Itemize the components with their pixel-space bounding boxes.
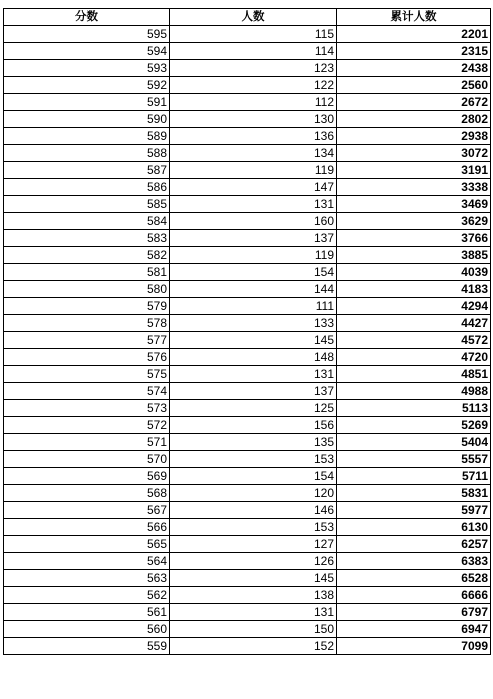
cell-score: 565 [4, 536, 170, 553]
table-row [4, 485, 491, 502]
cell-cumulative: 4720 [337, 349, 491, 366]
table-row [4, 468, 491, 485]
cell-score: 577 [4, 332, 170, 349]
cell-score: 588 [4, 145, 170, 162]
cell-count: 119 [170, 162, 337, 179]
cell-count: 127 [170, 536, 337, 553]
cell-count: 153 [170, 519, 337, 536]
table-row [4, 281, 491, 298]
cell-score: 583 [4, 230, 170, 247]
cell-count: 156 [170, 417, 337, 434]
cell-cumulative: 5269 [337, 417, 491, 434]
cell-count: 154 [170, 468, 337, 485]
cell-cumulative: 6947 [337, 621, 491, 638]
cell-cumulative: 2938 [337, 128, 491, 145]
table-row [4, 417, 491, 434]
cell-cumulative: 3766 [337, 230, 491, 247]
cell-count: 126 [170, 553, 337, 570]
cell-count: 122 [170, 77, 337, 94]
table-row [4, 570, 491, 587]
cell-score: 560 [4, 621, 170, 638]
cell-score: 584 [4, 213, 170, 230]
cell-score: 592 [4, 77, 170, 94]
table-row [4, 111, 491, 128]
cell-cumulative: 2560 [337, 77, 491, 94]
header-row [4, 9, 491, 26]
table-row [4, 366, 491, 383]
cell-count: 114 [170, 43, 337, 60]
cell-count: 134 [170, 145, 337, 162]
cell-cumulative: 6257 [337, 536, 491, 553]
table-row [4, 43, 491, 60]
table-row [4, 77, 491, 94]
table-row [4, 60, 491, 77]
cell-score: 576 [4, 349, 170, 366]
table-row [4, 298, 491, 315]
cell-count: 131 [170, 366, 337, 383]
cell-cumulative: 4294 [337, 298, 491, 315]
score-distribution-table [3, 8, 491, 655]
cell-score: 582 [4, 247, 170, 264]
cell-count: 137 [170, 230, 337, 247]
cell-cumulative: 3191 [337, 162, 491, 179]
cell-cumulative: 2438 [337, 60, 491, 77]
cell-cumulative: 6797 [337, 604, 491, 621]
cell-count: 137 [170, 383, 337, 400]
cell-count: 152 [170, 638, 337, 655]
cell-score: 586 [4, 179, 170, 196]
table-row [4, 502, 491, 519]
cell-score: 572 [4, 417, 170, 434]
cell-score: 574 [4, 383, 170, 400]
cell-score: 559 [4, 638, 170, 655]
cell-cumulative: 2802 [337, 111, 491, 128]
cell-count: 112 [170, 94, 337, 111]
cell-count: 125 [170, 400, 337, 417]
cell-count: 131 [170, 196, 337, 213]
header-score: 分数 [4, 9, 170, 26]
table-header [4, 9, 491, 26]
cell-count: 131 [170, 604, 337, 621]
cell-cumulative: 2315 [337, 43, 491, 60]
cell-cumulative: 7099 [337, 638, 491, 655]
cell-cumulative: 4851 [337, 366, 491, 383]
cell-score: 581 [4, 264, 170, 281]
cell-count: 136 [170, 128, 337, 145]
cell-score: 579 [4, 298, 170, 315]
cell-cumulative: 6383 [337, 553, 491, 570]
table-row [4, 621, 491, 638]
cell-cumulative: 4988 [337, 383, 491, 400]
cell-score: 575 [4, 366, 170, 383]
table-row [4, 587, 491, 604]
cell-score: 595 [4, 26, 170, 43]
cell-cumulative: 3885 [337, 247, 491, 264]
cell-score: 571 [4, 434, 170, 451]
cell-count: 138 [170, 587, 337, 604]
cell-count: 133 [170, 315, 337, 332]
cell-score: 590 [4, 111, 170, 128]
table-row [4, 349, 491, 366]
cell-score: 587 [4, 162, 170, 179]
cell-score: 589 [4, 128, 170, 145]
cell-score: 569 [4, 468, 170, 485]
cell-cumulative: 5557 [337, 451, 491, 468]
table-row [4, 519, 491, 536]
table-row [4, 179, 491, 196]
header-count: 人数 [170, 9, 337, 26]
table-row [4, 400, 491, 417]
cell-cumulative: 6528 [337, 570, 491, 587]
cell-cumulative: 5711 [337, 468, 491, 485]
cell-cumulative: 5831 [337, 485, 491, 502]
header-cumulative: 累计人数 [337, 9, 491, 26]
cell-score: 568 [4, 485, 170, 502]
table-row [4, 196, 491, 213]
cell-cumulative: 5113 [337, 400, 491, 417]
cell-count: 160 [170, 213, 337, 230]
cell-score: 563 [4, 570, 170, 587]
table-row [4, 604, 491, 621]
table-row [4, 638, 491, 655]
cell-score: 567 [4, 502, 170, 519]
cell-cumulative: 4427 [337, 315, 491, 332]
table-row [4, 315, 491, 332]
cell-score: 573 [4, 400, 170, 417]
cell-count: 115 [170, 26, 337, 43]
table-row [4, 213, 491, 230]
cell-score: 593 [4, 60, 170, 77]
cell-score: 564 [4, 553, 170, 570]
cell-score: 594 [4, 43, 170, 60]
table-body [4, 26, 491, 655]
cell-count: 135 [170, 434, 337, 451]
cell-count: 145 [170, 332, 337, 349]
table-row [4, 264, 491, 281]
cell-score: 570 [4, 451, 170, 468]
cell-score: 561 [4, 604, 170, 621]
table-row [4, 128, 491, 145]
cell-cumulative: 5404 [337, 434, 491, 451]
cell-cumulative: 2672 [337, 94, 491, 111]
table-row [4, 451, 491, 468]
cell-count: 147 [170, 179, 337, 196]
cell-count: 130 [170, 111, 337, 128]
cell-count: 148 [170, 349, 337, 366]
cell-score: 591 [4, 94, 170, 111]
table-row [4, 383, 491, 400]
cell-score: 585 [4, 196, 170, 213]
cell-count: 120 [170, 485, 337, 502]
cell-score: 578 [4, 315, 170, 332]
cell-count: 150 [170, 621, 337, 638]
cell-count: 154 [170, 264, 337, 281]
cell-count: 111 [170, 298, 337, 315]
table-row [4, 94, 491, 111]
table-row [4, 247, 491, 264]
table-row [4, 553, 491, 570]
cell-cumulative: 3338 [337, 179, 491, 196]
cell-cumulative: 4572 [337, 332, 491, 349]
table-row [4, 434, 491, 451]
cell-score: 566 [4, 519, 170, 536]
cell-score: 562 [4, 587, 170, 604]
cell-cumulative: 5977 [337, 502, 491, 519]
cell-cumulative: 4039 [337, 264, 491, 281]
cell-cumulative: 6666 [337, 587, 491, 604]
table-row [4, 145, 491, 162]
cell-count: 144 [170, 281, 337, 298]
table-row [4, 162, 491, 179]
cell-count: 153 [170, 451, 337, 468]
cell-cumulative: 3469 [337, 196, 491, 213]
cell-count: 123 [170, 60, 337, 77]
cell-count: 119 [170, 247, 337, 264]
cell-cumulative: 3629 [337, 213, 491, 230]
cell-score: 580 [4, 281, 170, 298]
table-row [4, 230, 491, 247]
table-row [4, 536, 491, 553]
cell-cumulative: 3072 [337, 145, 491, 162]
cell-count: 146 [170, 502, 337, 519]
cell-cumulative: 4183 [337, 281, 491, 298]
cell-cumulative: 2201 [337, 26, 491, 43]
table-row [4, 26, 491, 43]
cell-cumulative: 6130 [337, 519, 491, 536]
cell-count: 145 [170, 570, 337, 587]
table-row [4, 332, 491, 349]
